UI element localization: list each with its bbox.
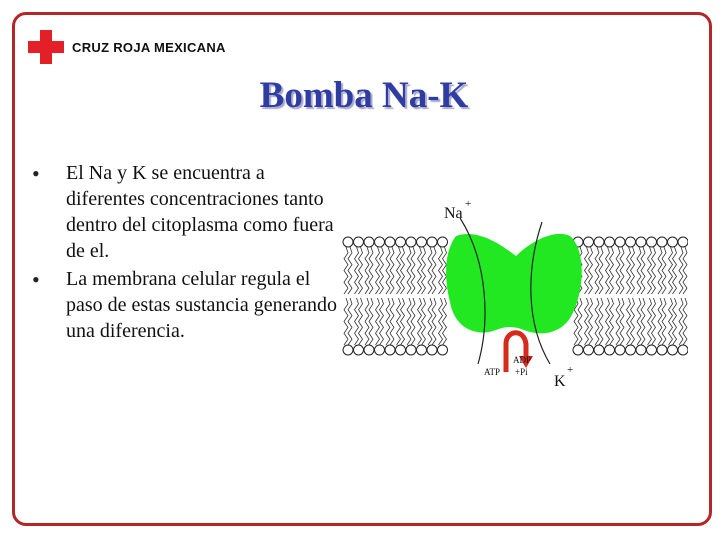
lipid-tail <box>439 298 443 345</box>
lipid-tail <box>348 298 352 345</box>
lipid-tail <box>585 298 589 345</box>
lipid-tail <box>606 298 610 345</box>
lipid-tail <box>595 298 599 345</box>
lipid-tail <box>380 247 384 294</box>
lipid-head <box>647 345 657 355</box>
lipid-tail <box>648 247 652 294</box>
lipid-head <box>657 345 667 355</box>
lipid-tail <box>386 247 390 294</box>
lipid-tail <box>369 298 373 345</box>
lipid-tail <box>652 298 656 345</box>
lipid-head <box>668 345 678 355</box>
lipid-tail <box>397 247 401 294</box>
lipid-tail <box>390 298 394 345</box>
lipid-tail <box>589 247 593 294</box>
lipid-tail <box>359 298 363 345</box>
lipid-tail <box>432 247 436 294</box>
lipid-tail <box>422 298 426 345</box>
lipid-head <box>678 237 688 247</box>
lipid-tail <box>585 247 589 294</box>
lipid-tail <box>627 247 631 294</box>
lipid-head <box>343 345 353 355</box>
lipid-head <box>636 345 646 355</box>
lipid-head <box>584 237 594 247</box>
lipid-tail <box>407 298 411 345</box>
lipid-head <box>594 237 604 247</box>
lipid-head <box>417 345 427 355</box>
lipid-tail <box>641 298 645 345</box>
lipid-tail <box>627 298 631 345</box>
lipid-tail <box>669 298 673 345</box>
lipid-head <box>668 237 678 247</box>
lipid-tail <box>679 298 683 345</box>
lipid-head <box>396 237 406 247</box>
lipid-tail <box>422 247 426 294</box>
lipid-head <box>354 237 364 247</box>
lipid-tail <box>652 247 656 294</box>
lipid-tail <box>595 247 599 294</box>
lipid-tail <box>401 247 405 294</box>
lipid-head <box>385 237 395 247</box>
lipid-head <box>417 237 427 247</box>
lipid-head <box>427 345 437 355</box>
lipid-tail <box>418 247 422 294</box>
lipid-tail <box>662 247 666 294</box>
lipid-head <box>626 345 636 355</box>
sodium-potassium-pump-diagram <box>338 192 688 402</box>
lipid-tail <box>411 298 415 345</box>
bullet-icon: • <box>32 161 40 186</box>
lipid-head <box>354 345 364 355</box>
lipid-tail <box>631 247 635 294</box>
lipid-tail <box>443 247 447 294</box>
logo-text: CRUZ ROJA MEXICANA <box>72 39 226 55</box>
lipid-tail <box>610 247 614 294</box>
lipid-tail <box>443 298 447 345</box>
lipid-tail <box>380 298 384 345</box>
lipid-tail <box>599 298 603 345</box>
bullet-item <box>24 266 344 344</box>
lipid-tail <box>673 298 677 345</box>
bullet-text: El Na y K se encuentra a diferentes concentraciones tanto dentro del citoplasma como fuera de el. <box>66 162 334 262</box>
lipid-head <box>657 237 667 247</box>
lipid-head <box>573 345 583 355</box>
pump-protein <box>446 234 582 334</box>
lipid-head <box>584 345 594 355</box>
lipid-head <box>343 237 353 247</box>
lipid-tail <box>348 247 352 294</box>
lipid-tail <box>390 247 394 294</box>
na-charge: + <box>465 198 472 210</box>
slide-title: Bomba Na-K <box>259 75 469 116</box>
lipid-head <box>406 237 416 247</box>
lipid-head <box>605 345 615 355</box>
bullet-icon: • <box>32 267 40 292</box>
lipid-tail <box>589 298 593 345</box>
lipid-head <box>636 237 646 247</box>
k-label: K <box>554 373 566 390</box>
lipid-tail <box>631 298 635 345</box>
lipid-tail <box>359 247 363 294</box>
lipid-head <box>364 345 374 355</box>
lipid-tail <box>428 247 432 294</box>
logo <box>28 30 226 64</box>
lipid-tail <box>669 247 673 294</box>
lipid-tail <box>432 298 436 345</box>
lipid-tail <box>344 247 348 294</box>
atp-label: ATP <box>484 367 501 377</box>
lipid-tail <box>616 298 620 345</box>
lipid-tail <box>620 247 624 294</box>
lipid-head <box>438 237 448 247</box>
lipid-tail <box>662 298 666 345</box>
lipid-head <box>438 345 448 355</box>
lipid-head <box>605 237 615 247</box>
lipid-tail <box>376 247 380 294</box>
lipid-head <box>427 237 437 247</box>
lipid-tail <box>439 247 443 294</box>
red-cross-icon <box>28 30 64 64</box>
lipid-tail <box>407 247 411 294</box>
lipid-tail <box>658 298 662 345</box>
lipid-tail <box>610 298 614 345</box>
k-charge: + <box>567 364 574 376</box>
lipid-tail <box>641 247 645 294</box>
lipid-head <box>678 345 688 355</box>
lipid-head <box>406 345 416 355</box>
lipid-tail <box>673 247 677 294</box>
lipid-tail <box>365 298 369 345</box>
lipid-tail <box>599 247 603 294</box>
lipid-tail <box>683 298 687 345</box>
lipid-head <box>626 237 636 247</box>
lipid-tail <box>376 298 380 345</box>
lipid-head <box>396 345 406 355</box>
lipid-tail <box>658 247 662 294</box>
pi-label: +Pi <box>515 367 528 377</box>
lipid-head <box>375 237 385 247</box>
lipid-head <box>647 237 657 247</box>
lipid-head <box>385 345 395 355</box>
lipid-tail <box>637 247 641 294</box>
lipid-tail <box>679 247 683 294</box>
lipid-head <box>615 237 625 247</box>
bullet-text: La membrana celular regula el paso de estas sustancia generando una diferencia. <box>66 268 338 342</box>
lipid-tail <box>411 247 415 294</box>
lipid-tail <box>648 298 652 345</box>
lipid-head <box>364 237 374 247</box>
bullet-item <box>24 160 344 264</box>
lipid-tail <box>683 247 687 294</box>
lipid-tail <box>401 298 405 345</box>
lipid-tail <box>386 298 390 345</box>
lipid-tail <box>418 298 422 345</box>
lipid-tail <box>616 247 620 294</box>
lipid-tail <box>355 247 359 294</box>
lipid-head <box>615 345 625 355</box>
lipid-tail <box>637 298 641 345</box>
lipid-tail <box>428 298 432 345</box>
lipid-head <box>375 345 385 355</box>
lipid-tail <box>365 247 369 294</box>
adp-label: ADP <box>513 355 532 365</box>
lipid-tail <box>620 298 624 345</box>
lipid-tail <box>344 298 348 345</box>
bullet-list <box>24 160 344 346</box>
lipid-tail <box>355 298 359 345</box>
lipid-head <box>594 345 604 355</box>
lipid-tail <box>369 247 373 294</box>
lipid-tail <box>606 247 610 294</box>
na-label: Na <box>444 205 463 222</box>
lipid-tail <box>578 298 582 345</box>
lipid-tail <box>397 298 401 345</box>
